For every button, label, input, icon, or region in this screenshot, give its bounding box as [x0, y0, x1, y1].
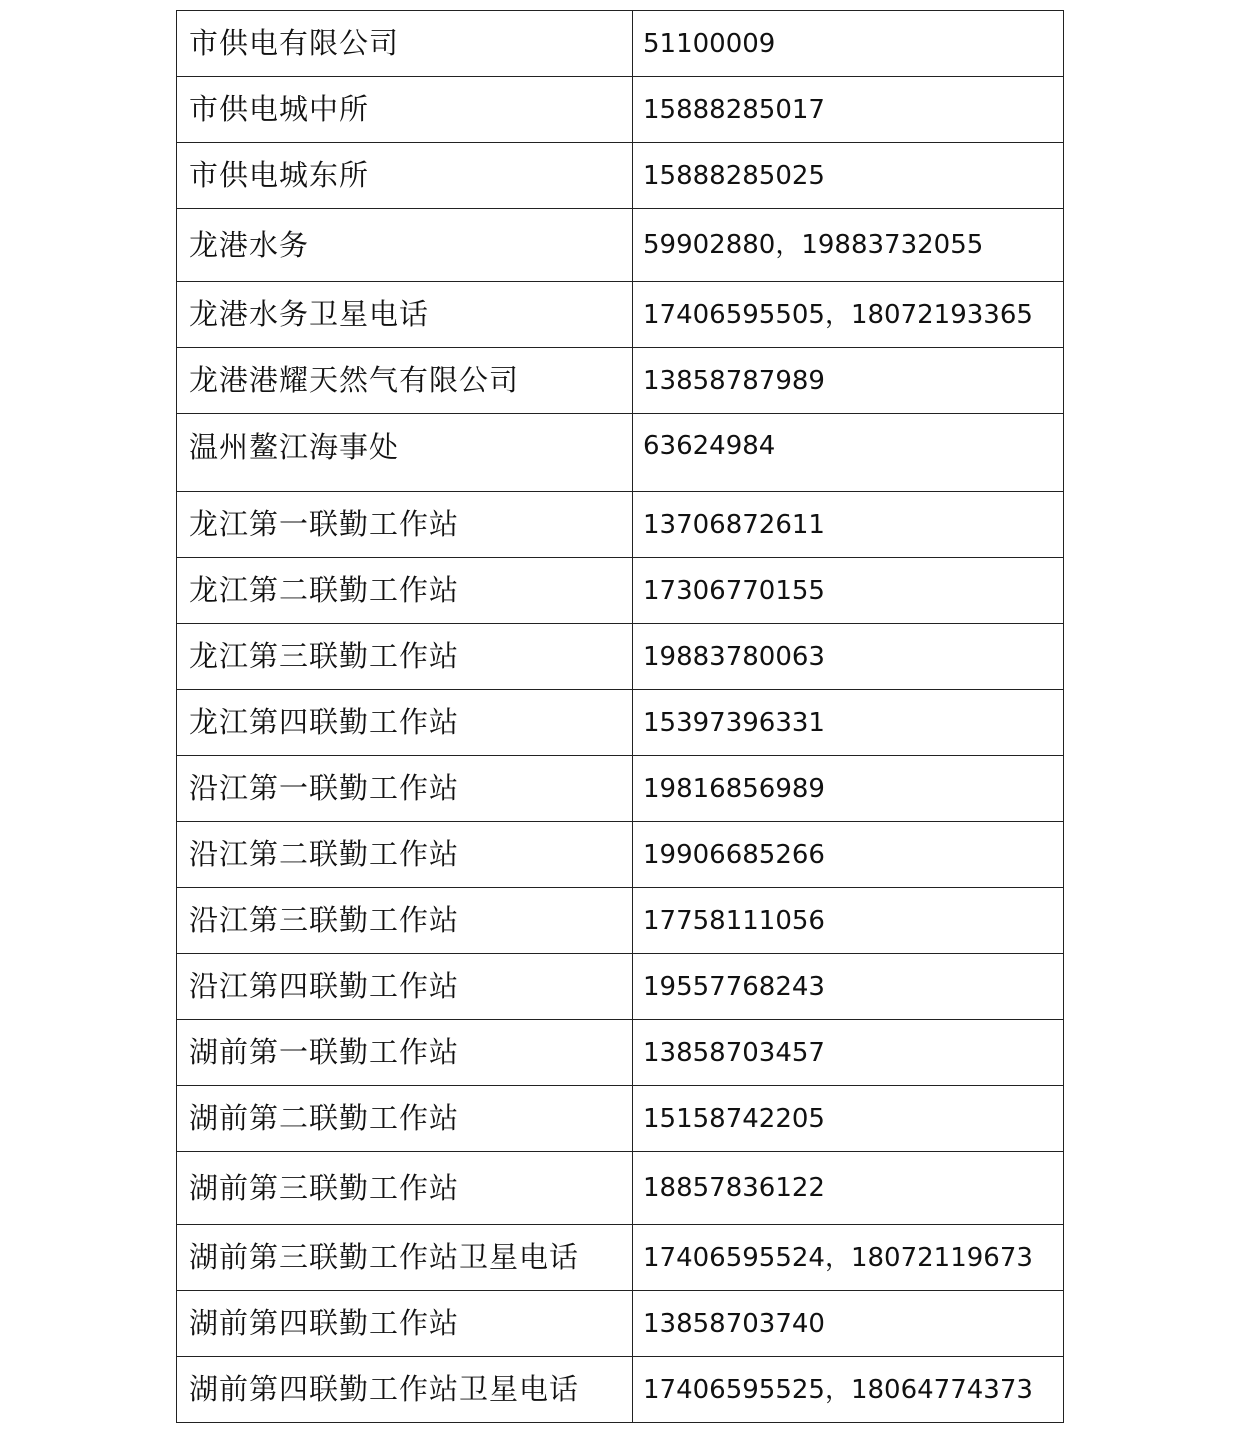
phone-number: 63624984: [633, 414, 1064, 492]
table-row: [177, 756, 1064, 822]
unit-name: 市供电有限公司: [177, 11, 633, 77]
table-row: [177, 1357, 1064, 1423]
unit-name: 市供电城东所: [177, 143, 633, 209]
table-row: [177, 624, 1064, 690]
table-row: [177, 11, 1064, 77]
phone-number: 15888285017: [633, 77, 1064, 143]
contact-table: [176, 10, 1064, 1423]
table-row: [177, 888, 1064, 954]
unit-name: 温州鳌江海事处: [177, 414, 633, 492]
unit-name: 湖前第三联勤工作站: [177, 1152, 633, 1225]
table-row: [177, 209, 1064, 282]
unit-name: 市供电城中所: [177, 77, 633, 143]
unit-name: 龙港水务卫星电话: [177, 282, 633, 348]
contact-table-body: [177, 11, 1064, 1423]
unit-name: 龙港港耀天然气有限公司: [177, 348, 633, 414]
unit-name: 龙江第四联勤工作站: [177, 690, 633, 756]
unit-name: 龙江第三联勤工作站: [177, 624, 633, 690]
table-row: [177, 690, 1064, 756]
table-row: [177, 1086, 1064, 1152]
phone-number: 17406595505，18072193365: [633, 282, 1064, 348]
phone-number: 15158742205: [633, 1086, 1064, 1152]
table-row: [177, 492, 1064, 558]
table-row: [177, 77, 1064, 143]
table-row: [177, 143, 1064, 209]
unit-name: 沿江第一联勤工作站: [177, 756, 633, 822]
unit-name: 湖前第二联勤工作站: [177, 1086, 633, 1152]
unit-name: 湖前第四联勤工作站: [177, 1291, 633, 1357]
phone-number: 15397396331: [633, 690, 1064, 756]
table-row: [177, 822, 1064, 888]
table-row: [177, 1152, 1064, 1225]
unit-name: 龙港水务: [177, 209, 633, 282]
phone-number: 19557768243: [633, 954, 1064, 1020]
phone-number: 13858787989: [633, 348, 1064, 414]
table-row: [177, 282, 1064, 348]
phone-number: 19816856989: [633, 756, 1064, 822]
unit-name: 沿江第二联勤工作站: [177, 822, 633, 888]
table-row: [177, 1020, 1064, 1086]
table-row: [177, 414, 1064, 492]
phone-number: 19883780063: [633, 624, 1064, 690]
phone-number: 18857836122: [633, 1152, 1064, 1225]
unit-name: 湖前第一联勤工作站: [177, 1020, 633, 1086]
phone-number: 13858703740: [633, 1291, 1064, 1357]
table-row: [177, 1291, 1064, 1357]
phone-number: 19906685266: [633, 822, 1064, 888]
phone-number: 13858703457: [633, 1020, 1064, 1086]
phone-number: 17406595524，18072119673: [633, 1225, 1064, 1291]
phone-number: 17758111056: [633, 888, 1064, 954]
table-row: [177, 1225, 1064, 1291]
unit-name: 湖前第四联勤工作站卫星电话: [177, 1357, 633, 1423]
phone-number: 51100009: [633, 11, 1064, 77]
unit-name: 沿江第三联勤工作站: [177, 888, 633, 954]
phone-number: 13706872611: [633, 492, 1064, 558]
unit-name: 龙江第一联勤工作站: [177, 492, 633, 558]
table-row: [177, 558, 1064, 624]
phone-number: 17306770155: [633, 558, 1064, 624]
phone-number: 17406595525，18064774373: [633, 1357, 1064, 1423]
phone-number: 15888285025: [633, 143, 1064, 209]
phone-number: 59902880，19883732055: [633, 209, 1064, 282]
unit-name: 沿江第四联勤工作站: [177, 954, 633, 1020]
table-row: [177, 348, 1064, 414]
unit-name: 湖前第三联勤工作站卫星电话: [177, 1225, 633, 1291]
unit-name: 龙江第二联勤工作站: [177, 558, 633, 624]
table-row: [177, 954, 1064, 1020]
